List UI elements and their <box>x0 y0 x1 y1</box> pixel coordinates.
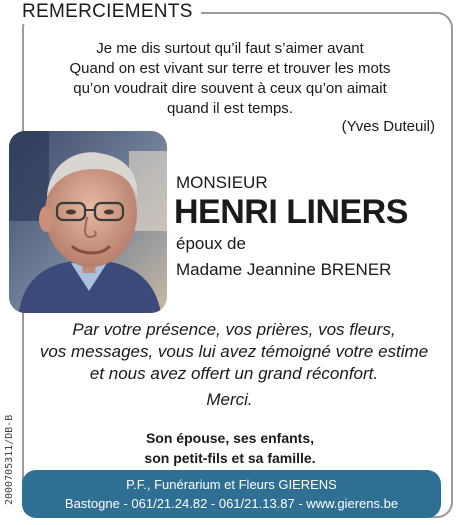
reference-code: 2000705311/DB-B <box>4 414 15 505</box>
funeral-home-contacts: Bastogne - 061/21.24.82 - 061/21.13.87 - www.gierens.be <box>64 496 399 511</box>
funeral-home-banner <box>22 470 441 518</box>
poem-line: quand il est temps. <box>167 100 293 117</box>
thanks-line: Par votre présence, vos prières, vos fleurs, <box>72 320 396 339</box>
portrait-photo <box>9 131 167 313</box>
thanks-message <box>24 319 444 385</box>
poem-author: (Yves Duteuil) <box>341 118 435 135</box>
funeral-home-name: P.F., Funérarium et Fleurs GIERENS <box>126 477 337 492</box>
deceased-title: MONSIEUR <box>176 173 268 192</box>
family-signature <box>100 428 360 468</box>
thanks-line: vos messages, vous lui avez témoigné votre estime <box>39 342 429 361</box>
spouse-name: Madame Jeannine BRENER <box>176 260 392 279</box>
poem-line: Je me dis surtout qu’il faut s’aimer avant <box>96 40 364 57</box>
notice-heading: REMERCIEMENTS <box>16 0 201 24</box>
deceased-name: HENRI LINERS <box>174 193 408 231</box>
family-line: Son épouse, ses enfants, <box>145 430 315 446</box>
merci-text: Merci. <box>206 390 253 409</box>
poem-line: qu’on voudrait dire souvent à ceux qu’on aimait <box>73 80 387 97</box>
poem-line: Quand on est vivant sur terre et trouver les mots <box>69 60 391 77</box>
family-line: son petit-fils et sa famille. <box>144 450 316 466</box>
poem-quote <box>40 39 420 119</box>
thanks-line: et nous avez offert un grand réconfort. <box>89 364 379 383</box>
relation-label: époux de <box>176 234 246 253</box>
